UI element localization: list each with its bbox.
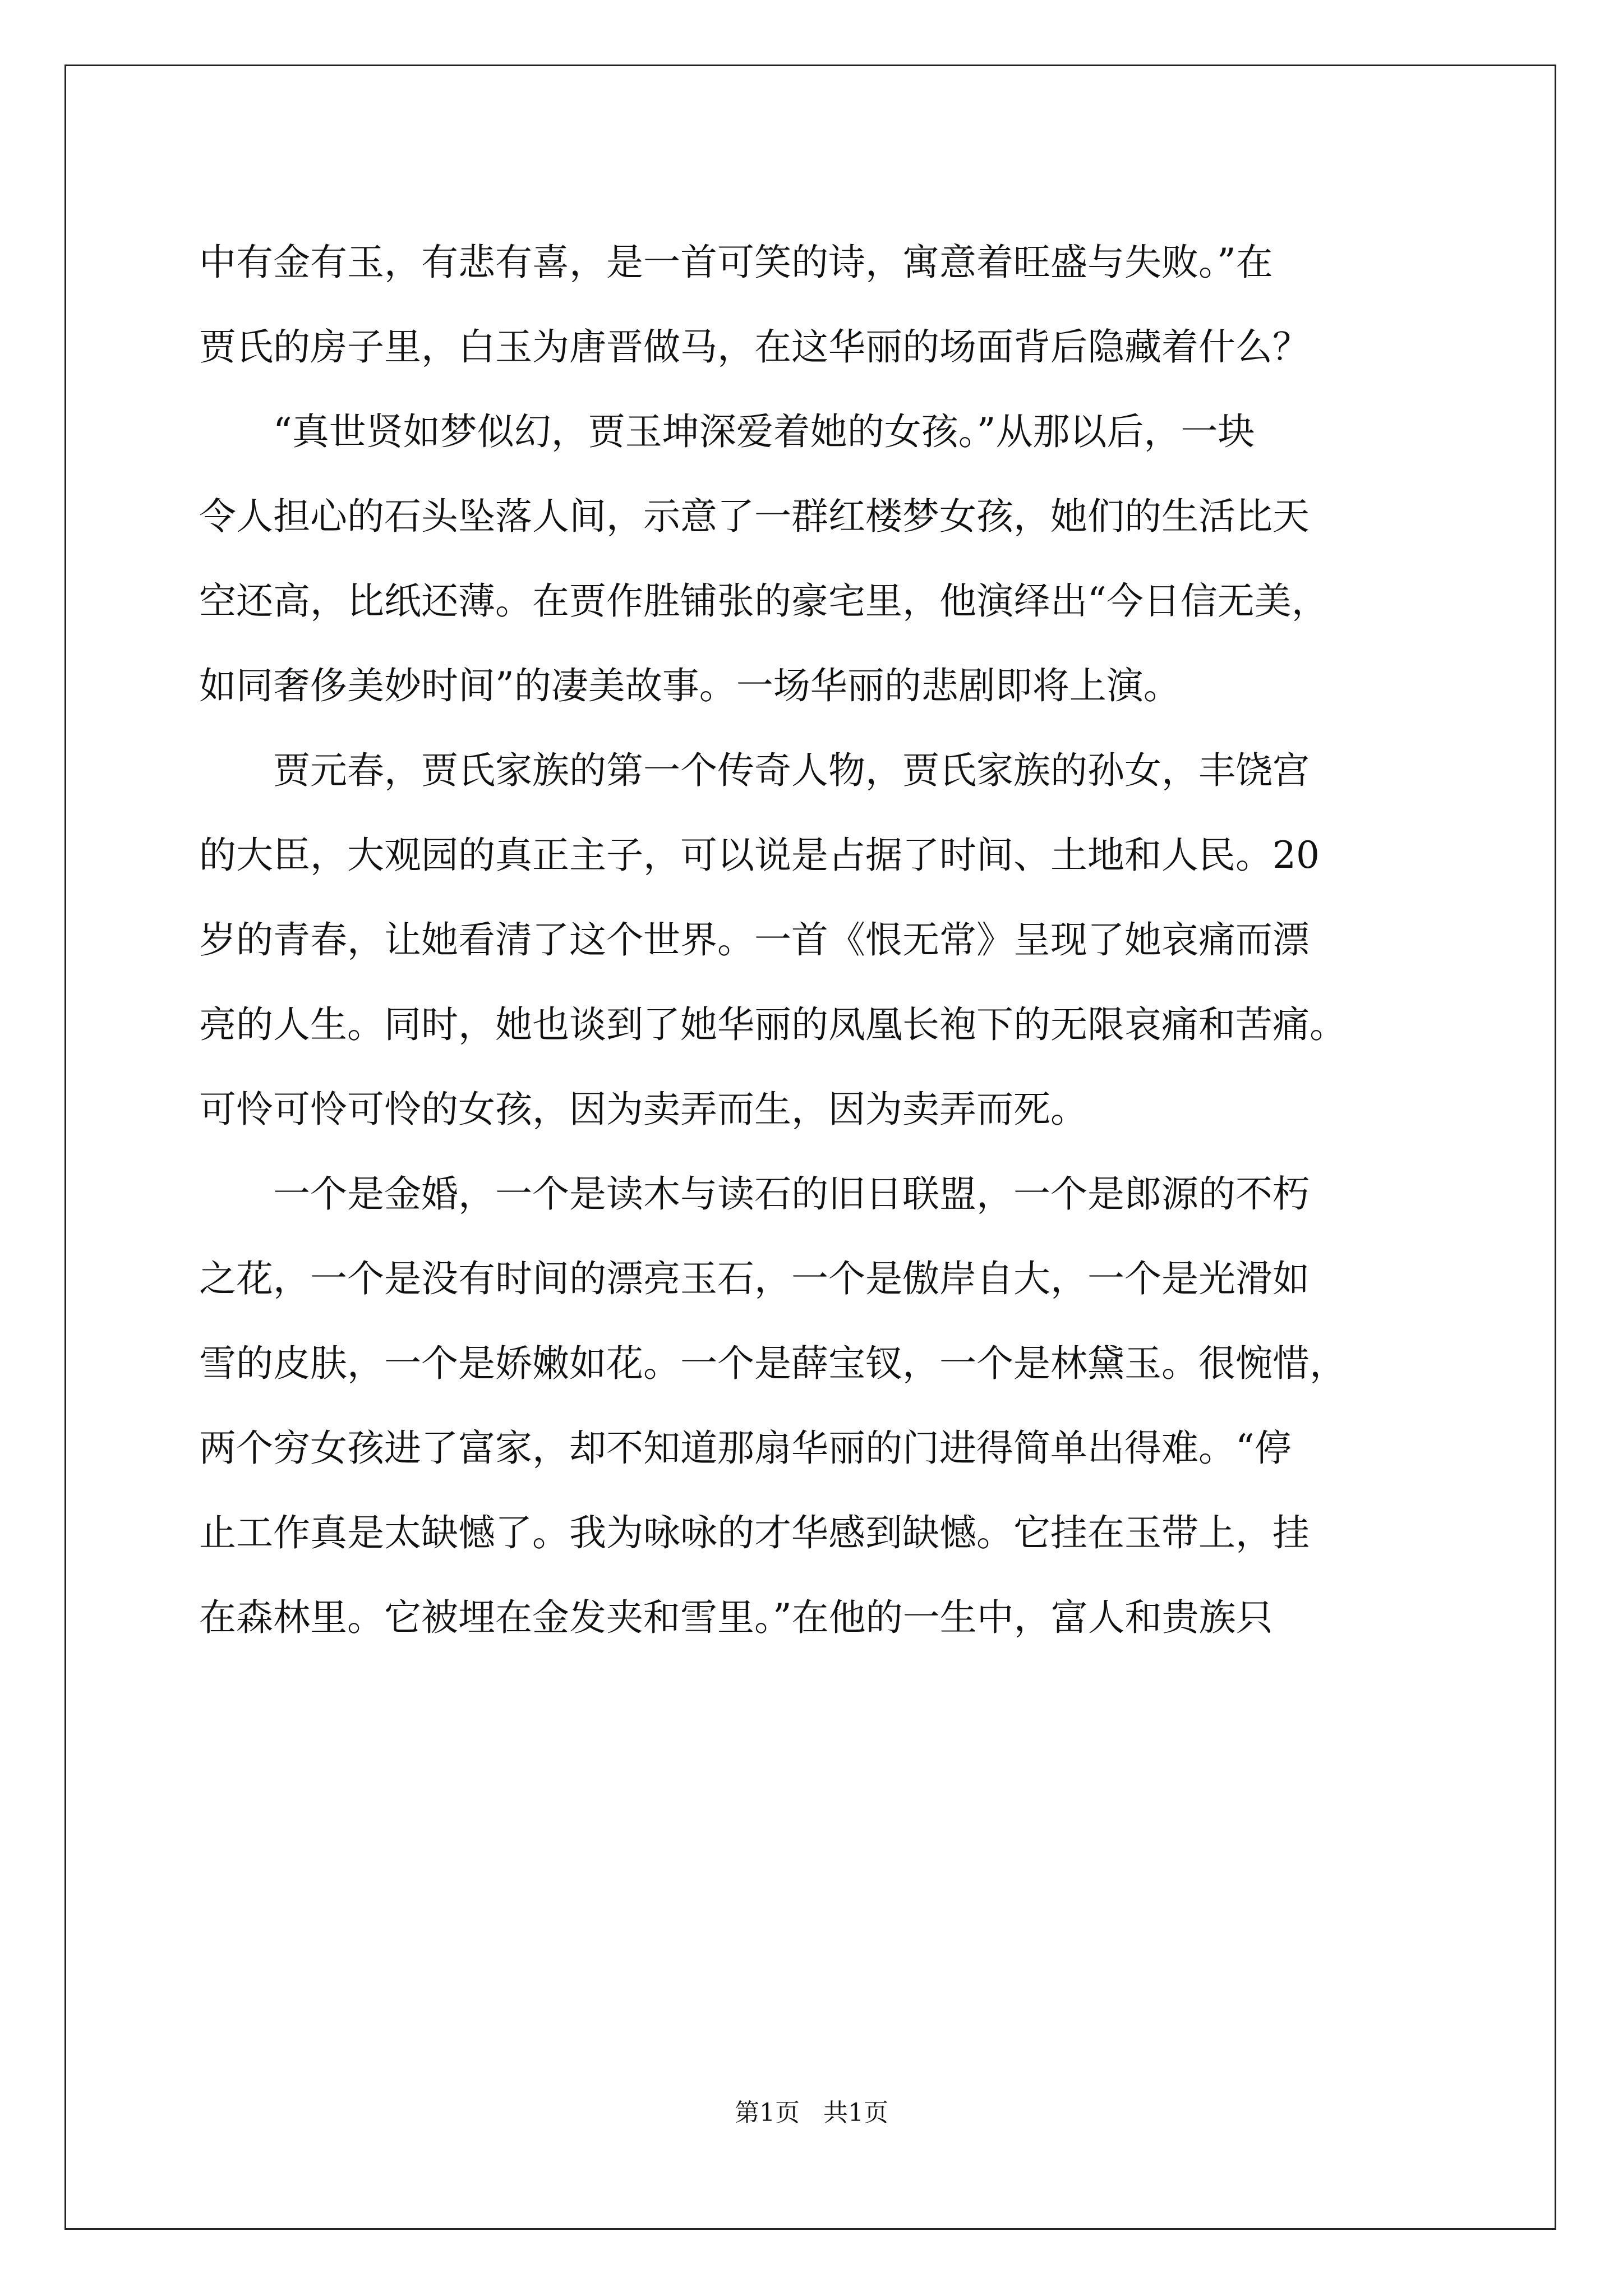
page-number: 第1页 bbox=[735, 2099, 800, 2127]
text-line: 如同奢侈美妙时间”的凄美故事。一场华丽的悲剧即将上演。 bbox=[199, 664, 1181, 707]
page-footer bbox=[0, 2096, 1623, 2130]
text-line: 止工作真是太缺憾了。我为咏咏的才华感到缺憾。它挂在玉带上，挂 bbox=[199, 1511, 1310, 1554]
text-line: 空还高，比纸还薄。在贾作胜铺张的豪宅里，他演绎出“今日信无美， bbox=[199, 579, 1329, 623]
text-line: 贾元春，贾氏家族的第一个传奇人物，贾氏家族的孙女，丰饶宫 bbox=[199, 749, 1310, 792]
text-line: 贾氏的房子里，白玉为唐晋做马，在这华丽的场面背后隐藏着什么？ bbox=[199, 325, 1310, 369]
text-line: 在森林里。它被埋在金发夹和雪里。”在他的一生中，富人和贵族只 bbox=[199, 1596, 1273, 1639]
text-line: 一个是金婚，一个是读木与读石的旧日联盟，一个是郎源的不朽 bbox=[199, 1172, 1310, 1216]
page-total: 共1页 bbox=[823, 2099, 888, 2127]
body-text bbox=[199, 220, 1472, 1660]
text-line: 可怜可怜可怜的女孩，因为卖弄而生，因为卖弄而死。 bbox=[199, 1088, 1087, 1131]
text-line: 亮的人生。同时，她也谈到了她华丽的凤凰长袍下的无限哀痛和苦痛。 bbox=[199, 1003, 1347, 1046]
text-line: “真世贤如梦似幻，贾玉坤深爱着她的女孩。”从那以后，一块 bbox=[199, 410, 1255, 453]
text-line: 之花，一个是没有时间的漂亮玉石，一个是傲岸自大，一个是光滑如 bbox=[199, 1257, 1310, 1300]
text-line: 岁的青春，让她看清了这个世界。一首《恨无常》呈现了她哀痛而漂 bbox=[199, 918, 1310, 961]
text-line: 的大臣，大观园的真正主子，可以说是占据了时间、土地和人民。20 bbox=[199, 834, 1320, 877]
text-line: 雪的皮肤，一个是娇嫩如花。一个是薛宝钗，一个是林黛玉。很惋惜， bbox=[199, 1342, 1347, 1385]
text-line: 两个穷女孩进了富家，却不知道那扇华丽的门进得简单出得难。“停 bbox=[199, 1427, 1292, 1470]
text-line: 令人担心的石头坠落人间，示意了一群红楼梦女孩，她们的生活比天 bbox=[199, 495, 1310, 538]
text-line: 中有金有玉，有悲有喜，是一首可笑的诗，寓意着旺盛与失败。”在 bbox=[199, 241, 1273, 284]
